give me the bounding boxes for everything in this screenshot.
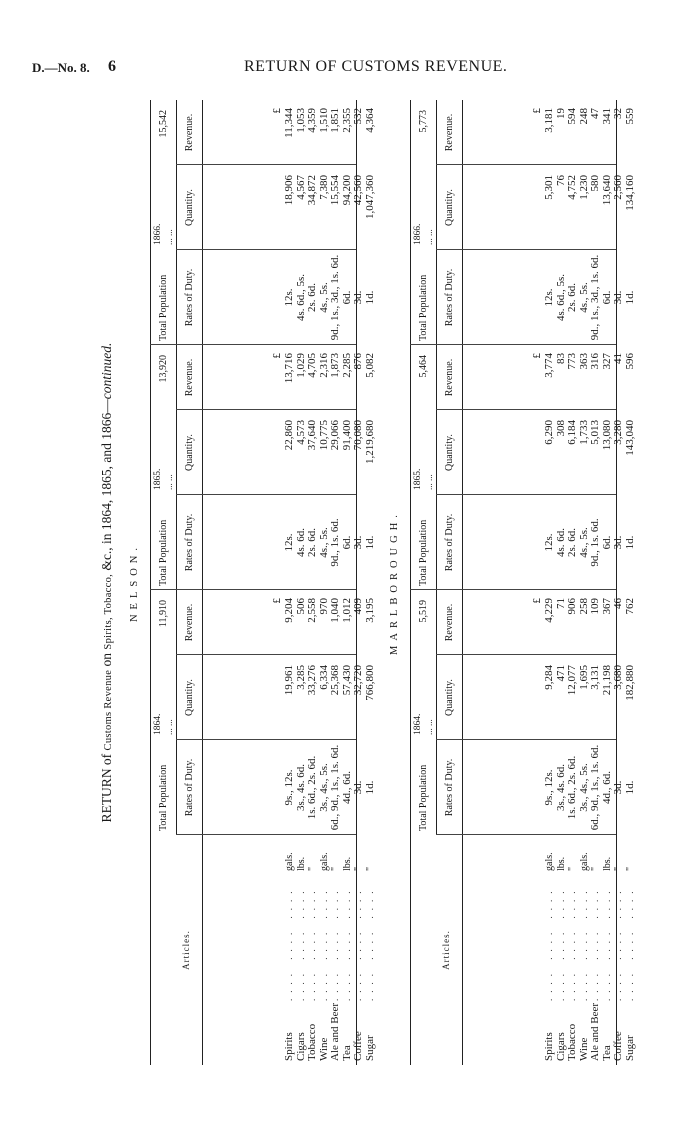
article-name: Tea <box>340 1045 353 1061</box>
article-unit: lbs. <box>601 856 613 871</box>
article-name: Wine <box>577 1037 590 1061</box>
rate-cell: 6d. <box>340 290 353 305</box>
leader-dots: .... .... .... <box>544 885 554 1001</box>
revenue-cell: 341 <box>600 108 613 125</box>
year-label: 1866. <box>153 223 163 245</box>
quantity-cell: 4,567 <box>294 175 307 200</box>
leader-dots: .... .... .... <box>284 885 294 1001</box>
year-divider <box>410 589 436 590</box>
article-name: Tobacco <box>306 1023 318 1061</box>
rate-cell: 1d. <box>363 780 376 795</box>
quantity-cell: 5,013 <box>589 420 601 445</box>
article-name: Tea <box>600 1045 613 1061</box>
quantity-cell: 2,560 <box>612 175 624 200</box>
rate-cell: 4s., 5s. <box>577 282 590 313</box>
rates-header: Rates of Duty. <box>184 513 195 572</box>
article-unit: lbs. <box>341 856 353 871</box>
quantity-cell: 10,775 <box>317 420 330 451</box>
quantity-header: Quantity. <box>184 679 195 716</box>
article-row <box>342 841 354 1061</box>
article-row <box>365 841 377 1061</box>
article-row <box>544 841 556 1061</box>
quantity-cell: 13,640 <box>600 175 613 206</box>
revenue-cell: 41 <box>612 353 624 364</box>
table-rule <box>202 100 203 1065</box>
revenue-cell: 762 <box>623 598 636 615</box>
rate-cell: 3d. <box>612 780 624 795</box>
revenue-cell: 1,040 <box>329 598 341 623</box>
quantity-header: Quantity. <box>184 434 195 471</box>
rate-cell: 9s., 12s. <box>283 769 295 806</box>
rate-cell: 4s. 6d., 5s. <box>294 273 307 322</box>
rate-cell: 1d. <box>363 535 376 550</box>
revenue-cell: 2,316 <box>317 353 330 378</box>
quantity-cell: 18,906 <box>283 175 295 206</box>
rate-cell: 4s. 6d. <box>294 527 307 558</box>
article-unit: " <box>364 866 376 871</box>
revenue-cell: 596 <box>623 353 636 370</box>
rate-cell: 4d., 6d. <box>340 771 353 804</box>
quantity-cell: 7,380 <box>317 175 330 200</box>
rate-cell: 6d., 9d., 1s., 1s. 6d. <box>589 744 601 831</box>
article-name: Ale and Beer <box>329 1002 341 1061</box>
article-unit: lbs. <box>555 856 567 871</box>
rates-header: Rates of Duty. <box>444 268 455 327</box>
revenue-cell: 32 <box>612 108 624 119</box>
revenue-cell: 19 <box>554 108 567 119</box>
quantity-cell: 91,400 <box>340 420 353 451</box>
revenue-cell: 594 <box>566 108 578 125</box>
revenue-cell: 3,181 <box>543 108 555 133</box>
rates-header: Rates of Duty. <box>184 758 195 817</box>
article-row <box>307 841 319 1061</box>
revenue-cell: 506 <box>294 598 307 615</box>
pound-sign: £ <box>271 353 283 359</box>
quantity-cell: 3,285 <box>294 665 307 690</box>
revenue-cell: 327 <box>600 353 613 370</box>
articles-header: Articles. <box>181 930 191 970</box>
rate-cell: 12s. <box>543 288 555 307</box>
revenue-cell: 1,851 <box>329 108 341 133</box>
table-title: RETURN of Customs Revenue on Spirits, Tobacco, &c., in 1864, 1865, and 1866—continued. <box>99 342 114 823</box>
revenue-cell: 2,355 <box>340 108 353 133</box>
quantity-cell: 32,720 <box>352 665 364 696</box>
rate-cell: 3d. <box>352 290 364 305</box>
article-name: Cigars <box>294 1032 307 1061</box>
quantity-cell: 182,880 <box>623 665 636 701</box>
population-leader: ... ... <box>424 719 434 735</box>
quantity-cell: 3,680 <box>612 665 624 690</box>
data-table <box>150 100 376 1065</box>
quantity-cell: 1,230 <box>577 175 590 200</box>
revenue-cell: 13,716 <box>283 353 295 384</box>
year-label: 1864. <box>153 713 163 735</box>
rate-cell: 3d. <box>352 535 364 550</box>
revenue-cell: 316 <box>589 353 601 370</box>
rate-cell: 1d. <box>363 290 376 305</box>
quantity-cell: 580 <box>589 175 601 192</box>
rate-cell: 1s. 6d., 2s. 6d. <box>566 755 578 820</box>
leader-dots: .... .... .... <box>330 885 340 1001</box>
revenue-cell: 532 <box>352 108 364 125</box>
quantity-cell: 19,961 <box>283 665 295 696</box>
rate-cell: 3s., 4s. 6d. <box>554 763 567 812</box>
quantity-cell: 37,640 <box>306 420 318 451</box>
rate-cell: 2s. 6d. <box>306 527 318 558</box>
revenue-cell: 3,195 <box>363 598 376 623</box>
rate-cell: 1s. 6d., 2s. 6d. <box>306 755 318 820</box>
article-row <box>613 841 625 1061</box>
revenue-cell: 2,558 <box>306 598 318 623</box>
quantity-cell: 25,368 <box>329 665 341 696</box>
leader-dots: .... .... .... <box>567 885 577 1001</box>
article-unit: lbs. <box>295 856 307 871</box>
total-population-label: Total Population <box>418 764 429 831</box>
table-rule <box>176 100 177 835</box>
population-value: 5,519 <box>418 600 429 623</box>
rate-cell: 12s. <box>283 288 295 307</box>
rotated-table-block <box>98 100 668 1065</box>
revenue-cell: 367 <box>600 598 613 615</box>
year-label: 1865. <box>153 468 163 490</box>
revenue-cell: 1,029 <box>294 353 307 378</box>
article-name: Spirits <box>283 1032 295 1061</box>
quantity-cell: 1,219,680 <box>363 420 376 464</box>
quantity-cell: 15,554 <box>329 175 341 206</box>
leader-dots: .... .... .... <box>307 885 317 1001</box>
year-divider <box>150 344 176 345</box>
quantity-cell: 4,573 <box>294 420 307 445</box>
total-population-label: Total Population <box>418 274 429 341</box>
total-population-label: Total Population <box>158 274 169 341</box>
article-unit: " <box>307 866 318 871</box>
quantity-cell: 5,301 <box>543 175 555 200</box>
article-row <box>567 841 579 1061</box>
quantity-cell: 6,290 <box>543 420 555 445</box>
population-leader: ... ... <box>164 229 174 245</box>
quantity-cell: 471 <box>554 665 567 682</box>
leader-dots: .... .... .... <box>318 885 329 1001</box>
article-row <box>590 841 602 1061</box>
revenue-cell: 559 <box>623 108 636 125</box>
revenue-cell: 970 <box>317 598 330 615</box>
leader-dots: .... .... .... <box>601 885 612 1001</box>
article-unit: " <box>330 866 341 871</box>
pound-sign: £ <box>271 598 283 604</box>
rate-cell: 6d., 9d., 1s., 1s. 6d. <box>329 744 341 831</box>
rate-cell: 12s. <box>543 533 555 552</box>
quantity-cell: 42,560 <box>352 175 364 206</box>
article-unit: " <box>590 866 601 871</box>
quantity-cell: 6,184 <box>566 420 578 445</box>
quantity-cell: 22,860 <box>283 420 295 451</box>
leader-dots: .... .... .... <box>555 885 566 1001</box>
rate-cell: 1d. <box>623 290 636 305</box>
rate-cell: 4s. 6d., 5s. <box>554 273 567 322</box>
revenue-cell: 1,012 <box>340 598 353 623</box>
year-label: 1864. <box>413 713 423 735</box>
table-rule <box>462 100 463 1065</box>
section-label: MARLBOROUGH. <box>389 510 400 655</box>
revenue-cell: 5,082 <box>363 353 376 378</box>
rate-cell: 2s. 6d. <box>306 282 318 313</box>
leader-dots: .... .... .... <box>353 885 363 1001</box>
revenue-cell: 248 <box>577 108 590 125</box>
rate-cell: 1d. <box>623 780 636 795</box>
article-row <box>284 841 296 1061</box>
population-value: 11,910 <box>158 600 169 628</box>
leader-dots: .... .... .... <box>590 885 600 1001</box>
rate-cell: 4s., 5s. <box>317 527 330 558</box>
population-leader: ... ... <box>164 719 174 735</box>
year-divider <box>150 589 176 590</box>
revenue-cell: 876 <box>352 353 364 370</box>
rate-cell: 3d. <box>352 780 364 795</box>
article-row <box>353 841 365 1061</box>
article-unit: gals. <box>544 852 555 871</box>
revenue-cell: 409 <box>352 598 364 615</box>
quantity-cell: 143,040 <box>623 420 636 456</box>
revenue-header: Revenue. <box>184 603 195 642</box>
revenue-cell: 4,229 <box>543 598 555 623</box>
revenue-header: Revenue. <box>444 358 455 397</box>
rate-cell: 2s. 6d. <box>566 282 578 313</box>
article-unit: " <box>624 866 636 871</box>
rate-cell: 6d. <box>600 290 613 305</box>
quantity-cell: 29,066 <box>329 420 341 451</box>
table-rule <box>150 100 151 1065</box>
population-leader: ... ... <box>424 474 434 490</box>
year-label: 1866. <box>413 223 423 245</box>
quantity-cell: 76 <box>554 175 567 186</box>
rate-cell: 4s., 5s. <box>577 527 590 558</box>
article-name: Coffee <box>612 1031 624 1061</box>
rate-cell: 2s. 6d. <box>566 527 578 558</box>
rate-cell: 9d., 1s. 6d. <box>329 518 341 567</box>
year-label: 1865. <box>413 468 423 490</box>
article-unit: " <box>353 866 364 871</box>
quantity-cell: 1,733 <box>577 420 590 445</box>
quantity-cell: 3,131 <box>589 665 601 690</box>
population-value: 15,542 <box>158 110 169 138</box>
revenue-cell: 71 <box>554 598 567 609</box>
quantity-cell: 94,200 <box>340 175 353 206</box>
total-population-label: Total Population <box>418 519 429 586</box>
quantity-cell: 1,047,360 <box>363 175 376 219</box>
article-row <box>330 841 342 1061</box>
rate-cell: 4d., 6d. <box>600 771 613 804</box>
leader-dots: .... .... .... <box>613 885 623 1001</box>
rate-cell: 3s., 4s., 5s. <box>577 763 590 812</box>
leader-dots: .... .... .... <box>341 885 352 1001</box>
quantity-cell: 34,872 <box>306 175 318 206</box>
total-population-label: Total Population <box>158 519 169 586</box>
year-divider <box>410 344 436 345</box>
revenue-cell: 1,873 <box>329 353 341 378</box>
revenue-header: Revenue. <box>184 113 195 152</box>
rate-cell: 6d. <box>600 535 613 550</box>
population-leader: ... ... <box>424 229 434 245</box>
article-unit: " <box>613 866 624 871</box>
revenue-cell: 2,285 <box>340 353 353 378</box>
article-name: Cigars <box>554 1032 567 1061</box>
rate-cell: 6d. <box>340 535 353 550</box>
leader-dots: .... .... .... <box>578 885 589 1001</box>
quantity-cell: 21,198 <box>600 665 613 696</box>
rate-cell: 3s., 4s., 5s. <box>317 763 330 812</box>
rates-header: Rates of Duty. <box>444 758 455 817</box>
revenue-cell: 47 <box>589 108 601 119</box>
leader-dots: .... .... .... <box>624 885 635 1001</box>
pound-sign: £ <box>531 353 543 359</box>
article-unit: " <box>567 866 578 871</box>
revenue-cell: 83 <box>554 353 567 364</box>
pound-sign: £ <box>531 108 543 114</box>
quantity-cell: 33,276 <box>306 665 318 696</box>
rates-header: Rates of Duty. <box>444 513 455 572</box>
table-rule <box>410 100 411 1065</box>
rate-cell: 3s., 4s. 6d. <box>294 763 307 812</box>
quantity-cell: 9,284 <box>543 665 555 690</box>
total-population-label: Total Population <box>158 764 169 831</box>
quantity-header: Quantity. <box>184 189 195 226</box>
quantity-header: Quantity. <box>444 189 455 226</box>
revenue-cell: 1,510 <box>317 108 330 133</box>
page-number: 6 <box>108 58 116 75</box>
article-unit: gals. <box>318 852 330 871</box>
quantity-cell: 57,430 <box>340 665 353 696</box>
quantity-cell: 134,160 <box>623 175 636 211</box>
quantity-header: Quantity. <box>444 434 455 471</box>
quantity-header: Quantity. <box>444 679 455 716</box>
revenue-cell: 773 <box>566 353 578 370</box>
leader-dots: .... .... .... <box>364 885 375 1001</box>
article-row <box>625 841 637 1061</box>
quantity-cell: 13,080 <box>600 420 613 451</box>
articles-header: Articles. <box>441 930 451 970</box>
article-row <box>602 841 614 1061</box>
population-value: 5,773 <box>418 110 429 133</box>
article-name: Sugar <box>623 1035 636 1061</box>
quantity-cell: 6,334 <box>317 665 330 690</box>
article-name: Tobacco <box>566 1023 578 1061</box>
revenue-cell: 4,705 <box>306 353 318 378</box>
revenue-cell: 109 <box>589 598 601 615</box>
section-label: NELSON. <box>129 542 140 623</box>
quantity-cell: 12,077 <box>566 665 578 696</box>
running-title: RETURN OF CUSTOMS REVENUE. <box>244 58 508 75</box>
revenue-cell: 906 <box>566 598 578 615</box>
rate-cell: 9d., 1s., 3d., 1s. 6d. <box>329 254 341 341</box>
population-leader: ... ... <box>164 474 174 490</box>
page-header <box>0 58 700 78</box>
article-name: Coffee <box>352 1031 364 1061</box>
rate-cell: 12s. <box>283 533 295 552</box>
revenue-header: Revenue. <box>184 358 195 397</box>
revenue-cell: 11,344 <box>283 108 295 138</box>
revenue-cell: 46 <box>612 598 624 609</box>
quantity-cell: 1,695 <box>577 665 590 690</box>
rate-cell: 3d. <box>612 535 624 550</box>
article-unit: gals. <box>284 852 295 871</box>
rate-cell: 3d. <box>612 290 624 305</box>
pound-sign: £ <box>531 598 543 604</box>
quantity-cell: 3,280 <box>612 420 624 445</box>
revenue-cell: 4,364 <box>363 108 376 133</box>
revenue-cell: 1,053 <box>294 108 307 133</box>
article-name: Spirits <box>543 1032 555 1061</box>
revenue-cell: 4,359 <box>306 108 318 133</box>
rate-cell: 9d., 1s. 6d. <box>589 518 601 567</box>
article-name: Sugar <box>363 1035 376 1061</box>
quantity-cell: 4,752 <box>566 175 578 200</box>
document-reference: D.—No. 8. <box>32 60 90 75</box>
article-unit: gals. <box>578 852 590 871</box>
revenue-cell: 258 <box>577 598 590 615</box>
revenue-cell: 363 <box>577 353 590 370</box>
article-name: Wine <box>317 1037 330 1061</box>
article-name: Ale and Beer <box>589 1002 601 1061</box>
quantity-cell: 70,080 <box>352 420 364 451</box>
rates-header: Rates of Duty. <box>184 268 195 327</box>
revenue-header: Revenue. <box>444 113 455 152</box>
population-value: 5,464 <box>418 355 429 378</box>
rate-cell: 9s., 12s. <box>543 769 555 806</box>
rate-cell: 4s. 6d. <box>554 527 567 558</box>
revenue-cell: 9,204 <box>283 598 295 623</box>
quantity-cell: 308 <box>554 420 567 437</box>
data-table <box>410 100 636 1065</box>
rate-cell: 9d., 1s., 3d., 1s. 6d. <box>589 254 601 341</box>
revenue-cell: 3,774 <box>543 353 555 378</box>
leader-dots: .... .... .... <box>295 885 306 1001</box>
rate-cell: 1d. <box>623 535 636 550</box>
table-rule <box>436 100 437 835</box>
pound-sign: £ <box>271 108 283 114</box>
population-value: 13,920 <box>158 355 169 383</box>
rate-cell: 4s., 5s. <box>317 282 330 313</box>
quantity-cell: 766,800 <box>363 665 376 701</box>
revenue-header: Revenue. <box>444 603 455 642</box>
